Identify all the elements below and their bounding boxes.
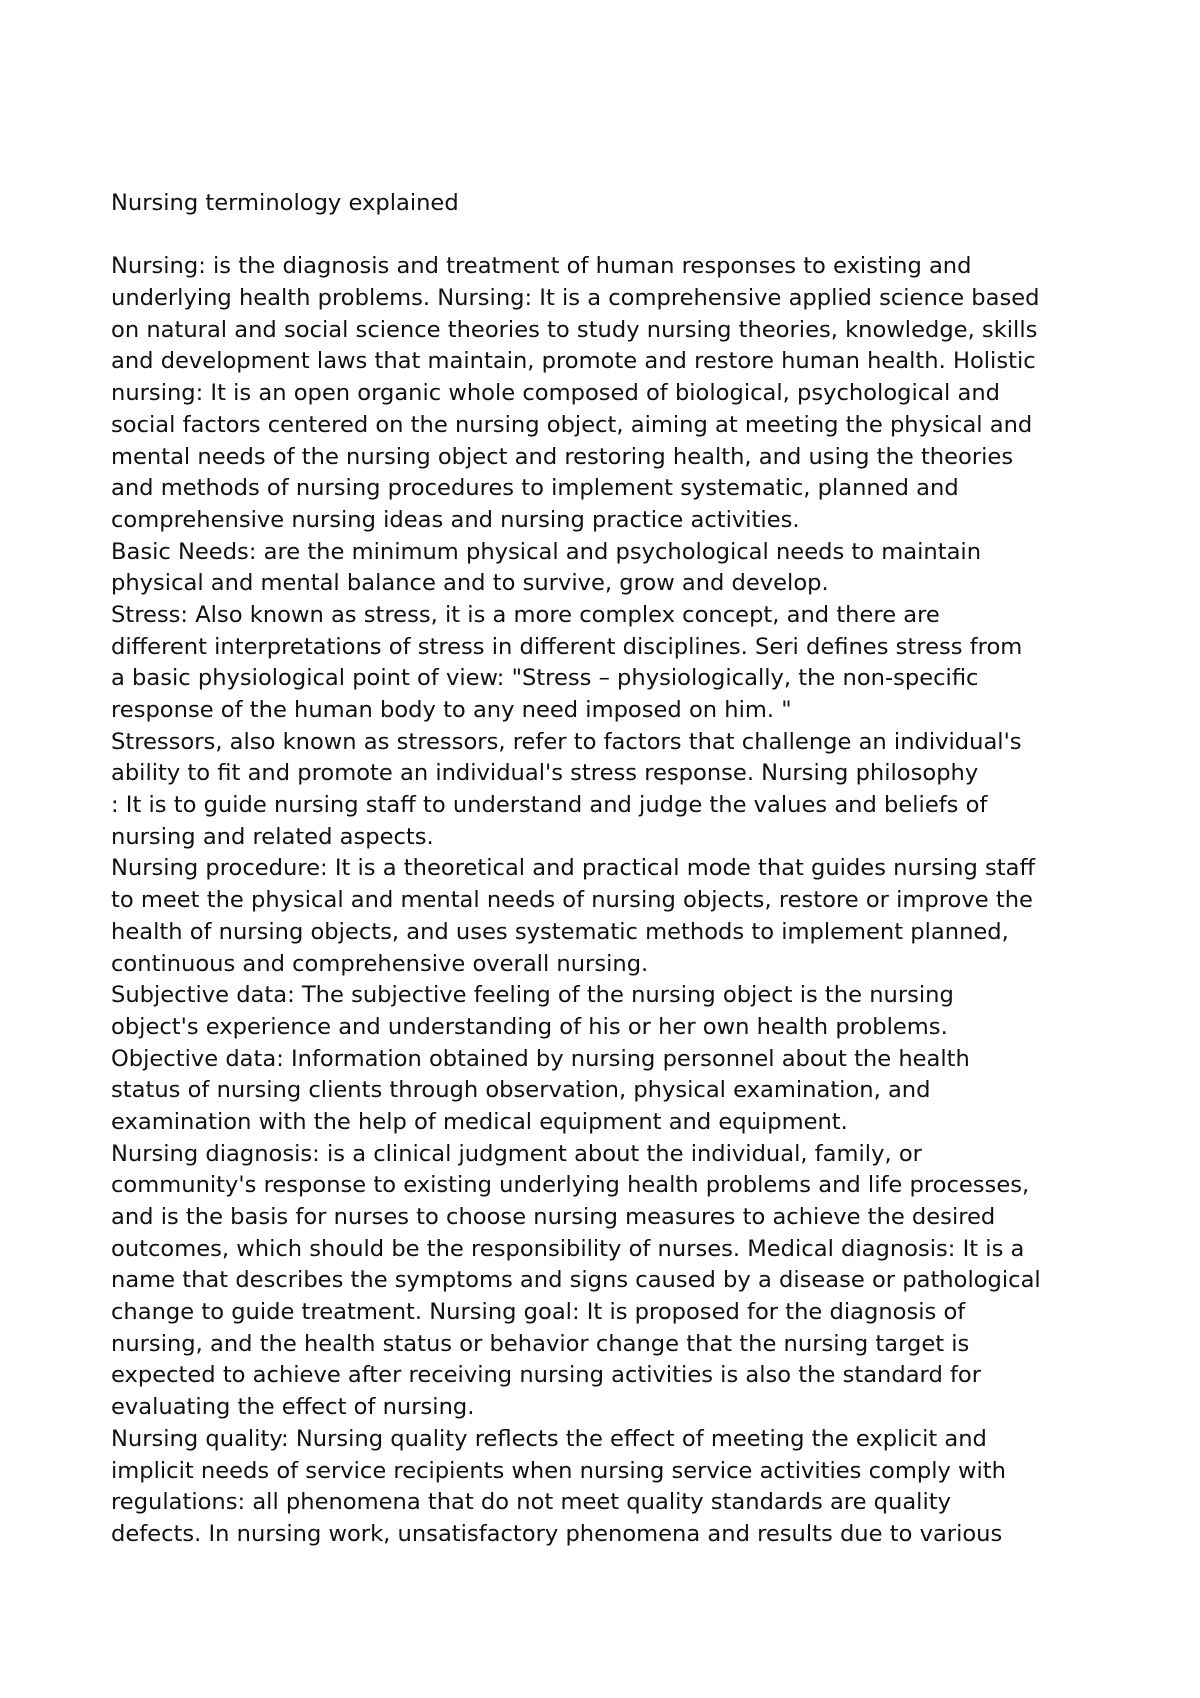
text-line: Stressors, also known as stressors, refer to factors that challenge an individual's	[111, 728, 1022, 755]
text-line: social factors centered on the nursing object, aiming at meeting the physical and	[111, 411, 1033, 438]
document-body	[111, 188, 1121, 1551]
paragraph-lines	[111, 251, 1121, 1550]
text-line: nursing, and the health status or behavior change that the nursing target is	[111, 1330, 970, 1357]
text-line: examination with the help of medical equipment and equipment.	[111, 1108, 848, 1135]
text-line: mental needs of the nursing object and restoring health, and using the theories	[111, 443, 1014, 470]
text-line: name that describes the symptoms and signs caused by a disease or pathological	[111, 1267, 1041, 1294]
text-line: Nursing procedure: It is a theoretical and practical mode that guides nursing staff	[111, 855, 1036, 882]
document-title: Nursing terminology explained	[111, 190, 459, 216]
text-line: continuous and comprehensive overall nursing.	[111, 950, 649, 977]
text-line: and development laws that maintain, promote and restore human health. Holistic	[111, 348, 1036, 375]
text-line: a basic physiological point of view: "Stress – physiologically, the non-specific	[111, 665, 979, 692]
text-line: ability to fit and promote an individual's stress response. Nursing philosophy	[111, 760, 979, 787]
text-line: on natural and social science theories to study nursing theories, knowledge, skills	[111, 316, 1038, 343]
text-line: different interpretations of stress in different disciplines. Seri defines stress from	[111, 633, 1023, 660]
text-line: to meet the physical and mental needs of nursing objects, restore or improve the	[111, 887, 1033, 914]
text-line: underlying health problems. Nursing: It is a comprehensive applied science based	[111, 285, 1040, 312]
text-line: evaluating the effect of nursing.	[111, 1394, 475, 1421]
text-line: Objective data: Information obtained by nursing personnel about the health	[111, 1045, 970, 1072]
text-line: physical and mental balance and to survive, grow and develop.	[111, 570, 829, 597]
text-line: status of nursing clients through observation, physical examination, and	[111, 1077, 931, 1104]
text-line: change to guide treatment. Nursing goal: It is proposed for the diagnosis of	[111, 1299, 966, 1326]
text-line: Basic Needs: are the minimum physical and psychological needs to maintain	[111, 538, 982, 565]
text-line: Stress: Also known as stress, it is a more complex concept, and there are	[111, 601, 940, 628]
text-line: object's experience and understanding of his or her own health problems.	[111, 1013, 948, 1040]
text-line: health of nursing objects, and uses systematic methods to implement planned,	[111, 918, 1009, 945]
text-line: : It is to guide nursing staff to understand and judge the values and beliefs of	[111, 792, 988, 819]
text-line: comprehensive nursing ideas and nursing practice activities.	[111, 506, 800, 533]
text-line: defects. In nursing work, unsatisfactory phenomena and results due to various	[111, 1520, 1003, 1547]
text-line: nursing: It is an open organic whole composed of biological, psychological and	[111, 380, 1001, 407]
text-line: and methods of nursing procedures to implement systematic, planned and	[111, 475, 959, 502]
text-line: implicit needs of service recipients when nursing service activities comply with	[111, 1457, 1006, 1484]
text-line: community's response to existing underlying health problems and life processes,	[111, 1172, 1030, 1199]
text-line: Subjective data: The subjective feeling of the nursing object is the nursing	[111, 982, 954, 1009]
text-line: Nursing: is the diagnosis and treatment of human responses to existing and	[111, 253, 972, 280]
text-line: Nursing quality: Nursing quality reflects the effect of meeting the explicit and	[111, 1425, 987, 1452]
text-line: Nursing diagnosis: is a clinical judgment about the individual, family, or	[111, 1140, 922, 1167]
text-line: expected to achieve after receiving nursing activities is also the standard for	[111, 1362, 982, 1389]
text-line: outcomes, which should be the responsibility of nurses. Medical diagnosis: It is a	[111, 1235, 1025, 1262]
text-line: regulations: all phenomena that do not meet quality standards are quality	[111, 1489, 951, 1516]
text-line: response of the human body to any need imposed on him. "	[111, 697, 792, 723]
text-line: nursing and related aspects.	[111, 823, 434, 850]
text-line: and is the basis for nurses to choose nursing measures to achieve the desired	[111, 1204, 996, 1230]
